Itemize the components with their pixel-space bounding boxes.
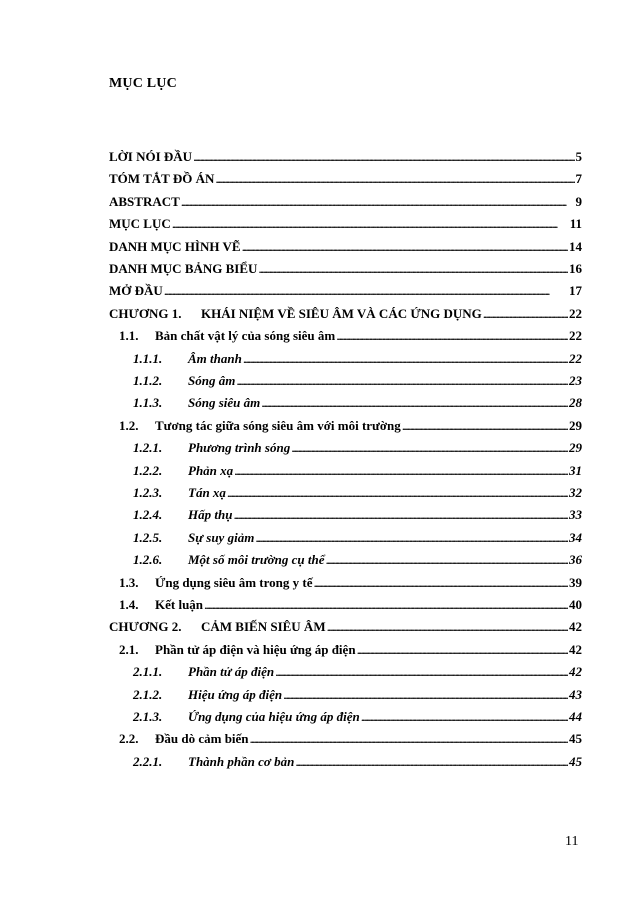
toc-entry[interactable] xyxy=(119,640,582,660)
toc-entry-number: 1.2.6. xyxy=(133,552,163,568)
dot-leader xyxy=(261,393,568,413)
toc-entry[interactable] xyxy=(109,617,582,637)
toc-entry[interactable] xyxy=(133,483,582,503)
dot-leader xyxy=(402,416,568,436)
toc-entry-page: 9 xyxy=(575,193,582,209)
toc-entry-label: ABSTRACT xyxy=(109,193,180,209)
dot-leader xyxy=(258,259,568,279)
toc-entry-number: CHƯƠNG 2. xyxy=(109,619,182,635)
toc-entry-number: 1.1.1. xyxy=(133,350,163,366)
toc-entry-page: 45 xyxy=(569,753,582,769)
toc-entry-number: 2.1. xyxy=(119,641,139,657)
toc-entry-label: Phương trình sóng xyxy=(188,440,291,456)
dot-leader xyxy=(327,617,568,637)
toc-entry-number: 2.1.3. xyxy=(133,709,163,724)
dot-leader xyxy=(283,685,568,705)
dot-leader xyxy=(236,371,568,391)
toc-entry-label: Sự suy giảm xyxy=(188,529,255,545)
toc-entry-label: DANH MỤC HÌNH VẼ xyxy=(109,238,241,254)
toc-entry[interactable] xyxy=(109,147,582,167)
toc-entry-number: 2.1.1. xyxy=(133,664,163,680)
toc-entry[interactable] xyxy=(133,461,582,481)
toc-entry-label: Kết luận xyxy=(155,597,204,612)
toc-entry-page: 36 xyxy=(569,552,582,568)
toc-entry-number: 1.2.4. xyxy=(133,507,163,523)
toc-entry[interactable] xyxy=(133,550,582,570)
toc-entry[interactable] xyxy=(133,349,582,369)
toc-entry[interactable] xyxy=(109,259,582,279)
toc-entry[interactable] xyxy=(119,326,582,346)
dot-leader xyxy=(483,304,568,324)
toc-entry[interactable] xyxy=(119,729,582,749)
toc-entry-label: Phần tử áp điện xyxy=(188,664,275,680)
toc-entry[interactable] xyxy=(109,192,582,212)
toc-entry-label: DANH MỤC BẢNG BIỂU xyxy=(109,261,258,276)
dot-leader xyxy=(361,707,568,727)
toc-entry-page: 14 xyxy=(569,238,582,254)
page-number: 11 xyxy=(565,834,579,849)
dot-leader xyxy=(204,595,568,615)
toc-entry[interactable] xyxy=(133,752,582,772)
dot-leader xyxy=(295,752,568,772)
toc-entry-number: 1.4. xyxy=(119,597,139,612)
toc-entry-page: 17 xyxy=(569,283,582,299)
toc-entry-label: Hiệu ứng áp điện xyxy=(188,686,283,702)
toc-entry[interactable] xyxy=(133,438,582,458)
toc-entry-label: CẢM BIẾN SIÊU ÂM xyxy=(201,619,326,635)
toc-entry[interactable] xyxy=(133,685,582,705)
toc-entry-page: 31 xyxy=(569,462,582,478)
dot-leader xyxy=(357,640,568,660)
toc-entry-page: 23 xyxy=(569,373,582,388)
toc-entry-number: 1.2. xyxy=(119,417,139,433)
toc-entry[interactable] xyxy=(119,595,582,615)
toc-entry[interactable] xyxy=(133,371,582,391)
dot-leader xyxy=(172,214,569,234)
toc-entry-number: 2.1.2. xyxy=(133,686,163,702)
dot-leader xyxy=(255,528,568,548)
dot-leader xyxy=(227,483,568,503)
toc-entry-page: 7 xyxy=(575,171,582,187)
toc-entry[interactable] xyxy=(109,237,582,257)
toc-entry-page: 33 xyxy=(569,507,582,523)
toc-entry-number: 1.2.2. xyxy=(133,462,163,478)
toc-entry-page: 42 xyxy=(569,619,582,635)
toc-entry-label: Bản chất vật lý của sóng siêu âm xyxy=(155,328,336,344)
toc-entry-page: 39 xyxy=(569,574,582,590)
toc-entry-number: 1.3. xyxy=(119,574,139,590)
toc-entry[interactable] xyxy=(109,169,582,189)
toc-entry-page: 22 xyxy=(569,328,582,344)
dot-leader xyxy=(250,729,568,749)
toc-entry-page: 28 xyxy=(569,395,582,411)
toc-entry-page: 16 xyxy=(569,261,582,276)
toc-entry-page: 43 xyxy=(569,686,582,702)
dot-leader xyxy=(234,461,568,481)
toc-entry-number: 1.2.3. xyxy=(133,485,163,500)
toc-entry-label: Tán xạ xyxy=(188,485,226,500)
toc-entry-page: 32 xyxy=(569,485,582,500)
toc-entry-page: 5 xyxy=(575,149,582,164)
toc-entry-label: Tương tác giữa sóng siêu âm với môi trường xyxy=(155,417,401,433)
dot-leader xyxy=(291,438,568,458)
dot-leader xyxy=(193,147,574,167)
toc-entry-page: 42 xyxy=(569,641,582,657)
toc-entry[interactable] xyxy=(133,505,582,525)
toc-entry-label: Ứng dụng siêu âm trong y tế xyxy=(155,574,313,590)
toc-entry-label: Đầu dò cảm biến xyxy=(155,731,249,747)
toc-entry-page: 45 xyxy=(569,731,582,747)
dot-leader xyxy=(336,326,568,346)
toc-entry-page: 29 xyxy=(569,417,582,433)
toc-entry-label: MỞ ĐẦU xyxy=(109,283,163,299)
toc-entry[interactable] xyxy=(109,214,582,234)
toc-entry-number: 1.1. xyxy=(119,328,139,344)
toc-entry-label: Ứng dụng của hiệu ứng áp điện xyxy=(188,709,360,724)
dot-leader xyxy=(275,662,568,682)
toc-entry[interactable] xyxy=(109,304,582,324)
toc-entry-label: Sóng siêu âm xyxy=(188,395,261,411)
dot-leader xyxy=(313,573,568,593)
toc-entry-number: 2.2. xyxy=(119,731,139,747)
toc-entry-page: 40 xyxy=(569,597,582,612)
toc-entry-number: 1.1.2. xyxy=(133,373,163,388)
dot-leader xyxy=(215,169,574,189)
toc-entry-label: Sóng âm xyxy=(188,373,236,388)
toc-entry-number: 1.2.1. xyxy=(133,440,163,456)
dot-leader xyxy=(325,550,568,570)
toc-entry-label: Phản xạ xyxy=(188,462,234,478)
dot-leader xyxy=(242,237,568,257)
toc-entry-label: Thành phần cơ bản xyxy=(188,753,295,769)
toc-entry-label: Phần tử áp điện và hiệu ứng áp điện xyxy=(155,641,356,657)
toc-entry-page: 22 xyxy=(569,350,582,366)
toc-entry[interactable] xyxy=(133,662,582,682)
toc-entry-page: 29 xyxy=(569,440,582,456)
toc-entry[interactable] xyxy=(133,393,582,413)
toc-entry-label: Âm thanh xyxy=(188,350,242,366)
toc-entry-page: 44 xyxy=(569,709,582,724)
toc-entry-page: 11 xyxy=(569,216,582,232)
toc-entry[interactable] xyxy=(119,416,582,436)
toc-entry-label: KHÁI NIỆM VỀ SIÊU ÂM VÀ CÁC ỨNG DỤNG xyxy=(201,305,482,321)
toc-entry-label: Một số môi trường cụ thể xyxy=(188,552,325,568)
dot-leader xyxy=(243,349,568,369)
toc-entry-page: 34 xyxy=(569,529,582,545)
toc-entry-number: CHƯƠNG 1. xyxy=(109,305,182,321)
toc-entry-number: 2.2.1. xyxy=(133,753,163,769)
dot-leader xyxy=(181,192,575,212)
toc-entry-number: 1.2.5. xyxy=(133,529,163,545)
toc-entry-number: 1.1.3. xyxy=(133,395,163,411)
toc-entry-label: TÓM TẮT ĐỒ ÁN xyxy=(109,171,215,187)
toc-entry[interactable] xyxy=(109,281,582,301)
toc-entry-label: Hấp thụ xyxy=(188,507,233,523)
dot-leader xyxy=(164,281,568,301)
toc-entry-label: MỤC LỤC xyxy=(109,216,171,232)
page-title: MỤC LỤC xyxy=(109,76,177,91)
toc-entry-page: 22 xyxy=(569,305,582,321)
toc-entry-label: LỜI NÓI ĐẦU xyxy=(109,149,193,164)
toc-entry-page: 42 xyxy=(569,664,582,680)
toc-entry[interactable] xyxy=(119,573,582,593)
dot-leader xyxy=(233,505,568,525)
toc-entry[interactable] xyxy=(133,707,582,727)
toc-entry[interactable] xyxy=(133,528,582,548)
